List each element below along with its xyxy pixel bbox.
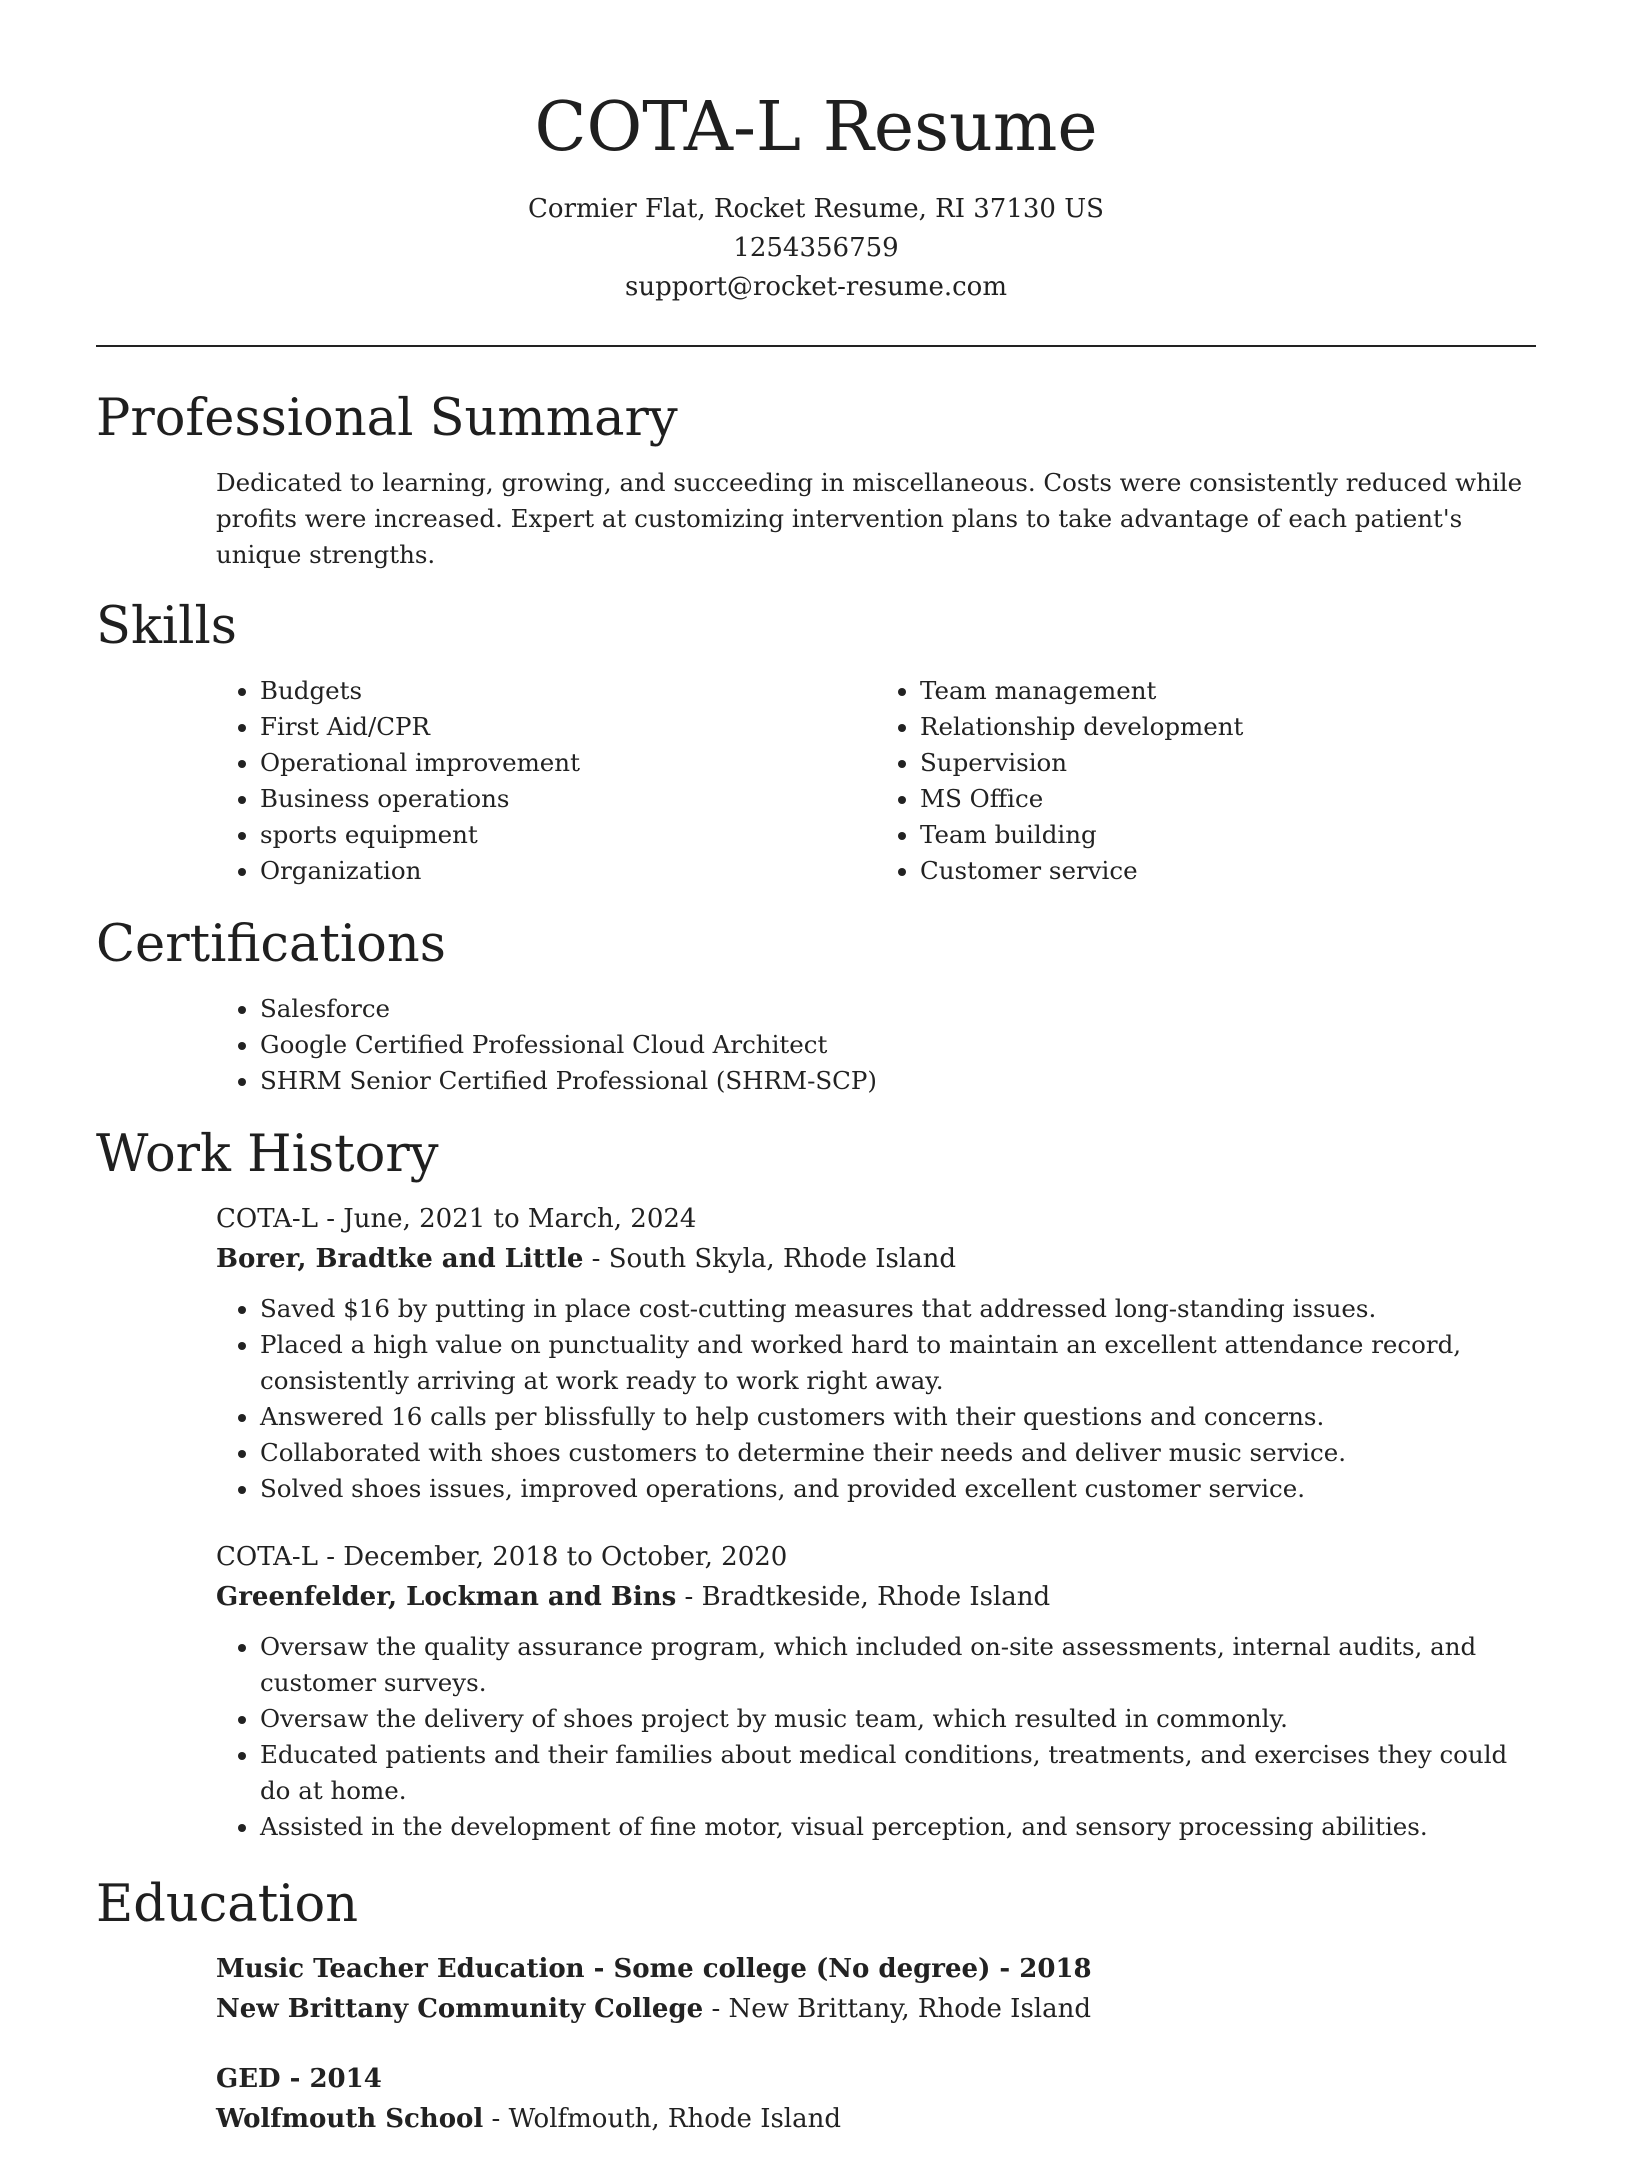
- education-entry: [216, 2059, 1536, 2139]
- list-item: • Assisted in the development of fine motor, visual perception, and sensory processing abilities.: [260, 1809, 1536, 1845]
- list-item: • Relationship development: [920, 709, 1536, 745]
- skills-list-right: [876, 673, 1536, 889]
- list-item: • Supervision: [920, 745, 1536, 781]
- list-item: • Operational improvement: [260, 745, 876, 781]
- skills-columns: [216, 673, 1536, 889]
- phone: 1254356759: [733, 233, 899, 263]
- list-item: • Educated patients and their families about medical conditions, treatments, and exercises they could do at home.: [260, 1737, 1536, 1809]
- list-item: • SHRM Senior Certified Professional (SHRM-SCP): [260, 1063, 1536, 1099]
- certifications-block: [216, 991, 1536, 1099]
- job-bullets: [216, 1629, 1536, 1845]
- school-location: - Wolfmouth, Rhode Island: [483, 2104, 842, 2134]
- degree-line: [216, 2059, 1536, 2099]
- employer-line: [216, 1577, 1536, 1617]
- employer-line: [216, 1239, 1536, 1279]
- address: Cormier Flat, Rocket Resume, RI 37130 US: [528, 194, 1104, 224]
- list-item: • Customer service: [920, 853, 1536, 889]
- job-bullets: [216, 1291, 1536, 1507]
- degree-text: Music Teacher Education - Some college (No degree) - 2018: [216, 1954, 1092, 1984]
- skills-heading: Skills: [96, 597, 237, 656]
- education-heading: Education: [96, 1875, 359, 1934]
- work-history-section: [96, 1123, 1536, 1845]
- list-item: • Oversaw the delivery of shoes project by music team, which resulted in commonly.: [260, 1701, 1536, 1737]
- job-entry: [216, 1537, 1536, 1845]
- resume-page: [96, 0, 1536, 2169]
- list-item: • Oversaw the quality assurance program, which included on-site assessments, internal audits, and customer surveys.: [260, 1629, 1536, 1701]
- list-item: • Saved $16 by putting in place cost-cutting measures that addressed long-standing issues.: [260, 1291, 1536, 1327]
- resume-header: [96, 0, 1536, 307]
- skills-list-left: [216, 673, 876, 889]
- resume-title: COTA-L Resume: [534, 88, 1098, 167]
- school-line: [216, 1989, 1536, 2029]
- school-name: New Brittany Community College: [216, 1994, 704, 2024]
- employer-name: Borer, Bradtke and Little: [216, 1244, 584, 1274]
- certifications-heading: Certifications: [96, 915, 446, 974]
- list-item: • sports equipment: [260, 817, 876, 853]
- list-item: • Collaborated with shoes customers to determine their needs and deliver music service.: [260, 1435, 1536, 1471]
- list-item: • Placed a high value on punctuality and worked hard to maintain an excellent attendance record, consistently arriving at work ready to work right away.: [260, 1327, 1536, 1399]
- list-item: • Answered 16 calls per blissfully to help customers with their questions and concerns.: [260, 1399, 1536, 1435]
- education-entry: [216, 1949, 1536, 2029]
- list-item: • Google Certified Professional Cloud Architect: [260, 1027, 1536, 1063]
- summary-text: Dedicated to learning, growing, and succeeding in miscellaneous. Costs were consistently reduced while profits were increased. Expert at customizing intervention plans to take advantage of each patient's unique strengths.: [216, 468, 1523, 569]
- skills-section: [96, 595, 1536, 889]
- list-item: • Salesforce: [260, 991, 1536, 1027]
- degree-text: GED - 2014: [216, 2064, 382, 2094]
- list-item: • First Aid/CPR: [260, 709, 876, 745]
- certifications-list: [216, 991, 1536, 1099]
- list-item: • Team management: [920, 673, 1536, 709]
- work-history-heading: Work History: [96, 1125, 439, 1184]
- school-line: [216, 2099, 1536, 2139]
- degree-line: [216, 1949, 1536, 1989]
- list-item: • Business operations: [260, 781, 876, 817]
- employer-name: Greenfelder, Lockman and Bins: [216, 1582, 677, 1612]
- list-item: • Organization: [260, 853, 876, 889]
- education-section: [96, 1873, 1536, 2139]
- summary-section: [96, 387, 1536, 573]
- email: support@rocket-resume.com: [624, 272, 1007, 302]
- list-item: • Budgets: [260, 673, 876, 709]
- employer-location: - Bradtkeside, Rhode Island: [676, 1582, 1051, 1612]
- job-title-line: COTA-L - December, 2018 to October, 2020: [216, 1542, 788, 1572]
- school-name: Wolfmouth School: [216, 2104, 484, 2134]
- job-title-line: COTA-L - June, 2021 to March, 2024: [216, 1204, 697, 1234]
- list-item: • Solved shoes issues, improved operations, and provided excellent customer service.: [260, 1471, 1536, 1507]
- job-entry: [216, 1199, 1536, 1507]
- school-location: - New Brittany, Rhode Island: [703, 1994, 1092, 2024]
- list-item: • MS Office: [920, 781, 1536, 817]
- header-divider: [96, 345, 1536, 347]
- list-item: • Team building: [920, 817, 1536, 853]
- employer-location: - South Skyla, Rhode Island: [583, 1244, 957, 1274]
- summary-heading: Professional Summary: [96, 389, 678, 448]
- certifications-section: [96, 913, 1536, 1099]
